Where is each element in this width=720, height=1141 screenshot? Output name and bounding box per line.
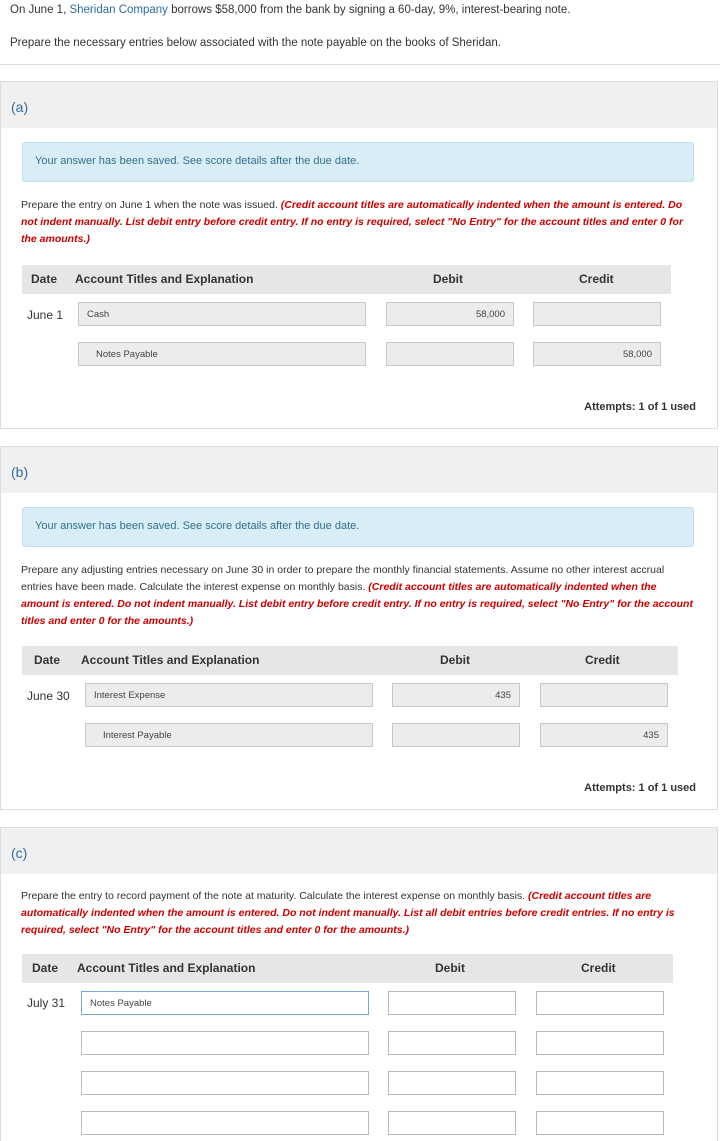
part-c-label: (c): [11, 845, 28, 861]
account-title-field[interactable]: [81, 1071, 369, 1095]
part-c-instructions: Prepare the entry to record payment of the note at maturity. Calculate the interest expense on monthly basis. (Credit account titles are automatically indented when the amount is entered. Do not indent manually. List all debit entries before credit entries. If no entry is required, select "No Entry" for the account titles and enter 0 for the amounts.): [21, 890, 675, 936]
credit-header: Credit: [581, 961, 616, 975]
part-a-label: (a): [11, 99, 29, 115]
attempts-counter-b: Attempts: 1 of 1 used: [584, 782, 696, 794]
credit-header: Credit: [579, 272, 614, 286]
debit-field[interactable]: [388, 1031, 516, 1055]
credit-field[interactable]: [540, 683, 668, 707]
account-title-field[interactable]: Interest Expense: [85, 683, 373, 707]
account-header: Account Titles and Explanation: [81, 653, 260, 667]
part-b-instructions: Prepare any adjusting entries necessary on June 30 in order to prepare the monthly financial statements. Assume no other interest accrual entries have been made. Calculate the interest expense on monthly basis. (Credit account titles are automatically indented when the amount is entered. Do not indent manually. List debit entry before credit entry. If no entry is required, select "No Entry" for the account titles and enter 0 for the amounts.): [21, 564, 693, 627]
account-header: Account Titles and Explanation: [77, 961, 256, 975]
company-name: Sheridan Company: [69, 4, 168, 16]
entry-date: June 1: [27, 308, 64, 322]
credit-field[interactable]: [536, 1031, 664, 1055]
debit-header: Debit: [433, 272, 463, 286]
account-title-field[interactable]: Interest Payable: [85, 723, 373, 747]
attempts-counter-a: Attempts: 1 of 1 used: [584, 401, 696, 413]
entry-date: July 31: [27, 996, 66, 1010]
credit-field[interactable]: [536, 1071, 664, 1095]
date-header: Date: [34, 653, 61, 667]
account-title-field[interactable]: [81, 1111, 369, 1135]
credit-field[interactable]: 435: [540, 723, 668, 747]
debit-field[interactable]: [386, 342, 514, 366]
credit-field[interactable]: [536, 1111, 664, 1135]
account-title-field[interactable]: [81, 1031, 369, 1055]
credit-field[interactable]: 58,000: [533, 342, 661, 366]
debit-field[interactable]: [392, 723, 520, 747]
account-title-field[interactable]: Notes Payable: [81, 991, 369, 1015]
date-header: Date: [32, 961, 59, 975]
part-a-instructions: Prepare the entry on June 1 when the note was issued. (Credit account titles are automatically indented when the amount is entered. Do not indent manually. List debit entry before credit entry. If no entry is required, select "No Entry" for the account titles and enter 0 for the amounts.): [21, 199, 684, 245]
problem-intro: [0, 0, 720, 65]
debit-field[interactable]: 435: [392, 683, 520, 707]
part-b-label: (b): [11, 464, 29, 480]
credit-field[interactable]: [536, 991, 664, 1015]
credit-header: Credit: [585, 653, 620, 667]
debit-field[interactable]: [388, 1071, 516, 1095]
date-header: Date: [31, 272, 58, 286]
debit-header: Debit: [435, 961, 465, 975]
part-a-panel: [0, 81, 718, 429]
entry-date: June 30: [27, 689, 70, 703]
account-header: Account Titles and Explanation: [75, 272, 254, 286]
part-a-table-header: [22, 265, 671, 294]
debit-field[interactable]: [388, 1111, 516, 1135]
problem-task: Prepare the necessary entries below associated with the note payable on the books of Sheridan.: [10, 37, 501, 49]
problem-statement: On June 1, Sheridan Company borrows $58,000 from the bank by signing a 60-day, 9%, interest-bearing note.: [10, 4, 571, 16]
debit-field[interactable]: 58,000: [386, 302, 514, 326]
credit-field[interactable]: [533, 302, 661, 326]
account-title-field[interactable]: Cash: [78, 302, 366, 326]
debit-field[interactable]: [388, 991, 516, 1015]
saved-notice-b: Your answer has been saved. See score details after the due date.: [22, 507, 694, 547]
saved-notice-a: Your answer has been saved. See score details after the due date.: [22, 142, 694, 182]
part-c-table-header: [22, 954, 673, 983]
debit-header: Debit: [440, 653, 470, 667]
account-title-field[interactable]: Notes Payable: [78, 342, 366, 366]
part-b-table-header: [22, 646, 678, 675]
